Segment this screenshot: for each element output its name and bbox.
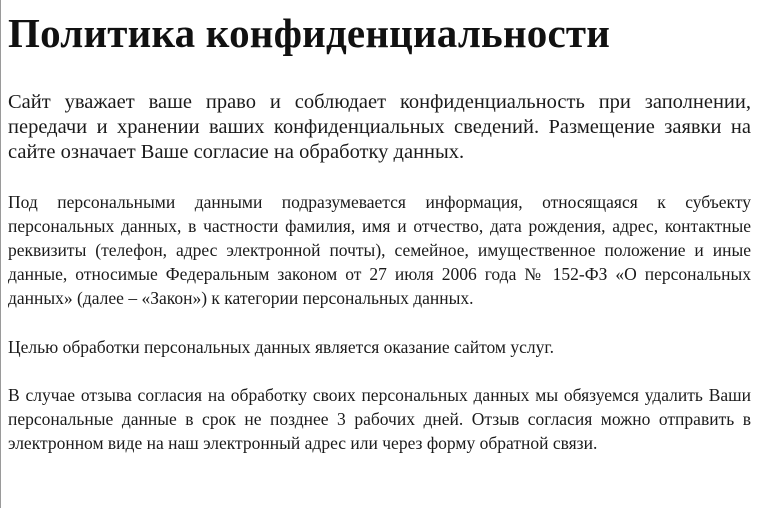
processing-purpose-paragraph: Целью обработки персональных данных является оказание сайтом услуг. xyxy=(8,337,554,357)
personal-data-definition-paragraph: Под персональными данными подразумевается информация, относящаяся к субъекту персональных данных, в частности фамилия, имя и отчество, дата рождения, адрес, контактные реквизиты (телефон, адрес электронной почты), семейное, имущественное положение и иные данные, относимые Федеральным законом от 27 июля 2006 года № 152-ФЗ «О персональных данных» (далее – «Закон») к категории персональных данных. xyxy=(8,192,751,308)
privacy-policy-content xyxy=(8,0,751,455)
left-border-line xyxy=(0,0,1,508)
intro-paragraph: Сайт уважает ваше право и соблюдает конфиденциальность при заполнении, передачи и хранении ваших конфиденциальных сведений. Размещение заявки на сайте означает Ваше согласие на обработку данных. xyxy=(8,91,751,163)
page-title: Политика конфиденциальности xyxy=(8,10,611,56)
consent-withdrawal-paragraph: В случае отзыва согласия на обработку своих персональных данных мы обязуемся удалить Ваши персональные данные в срок не позднее 3 рабочих дней. Отзыв согласия можно отправить в электронном виде на наш электронный адрес или через форму обратной связи. xyxy=(8,385,751,453)
